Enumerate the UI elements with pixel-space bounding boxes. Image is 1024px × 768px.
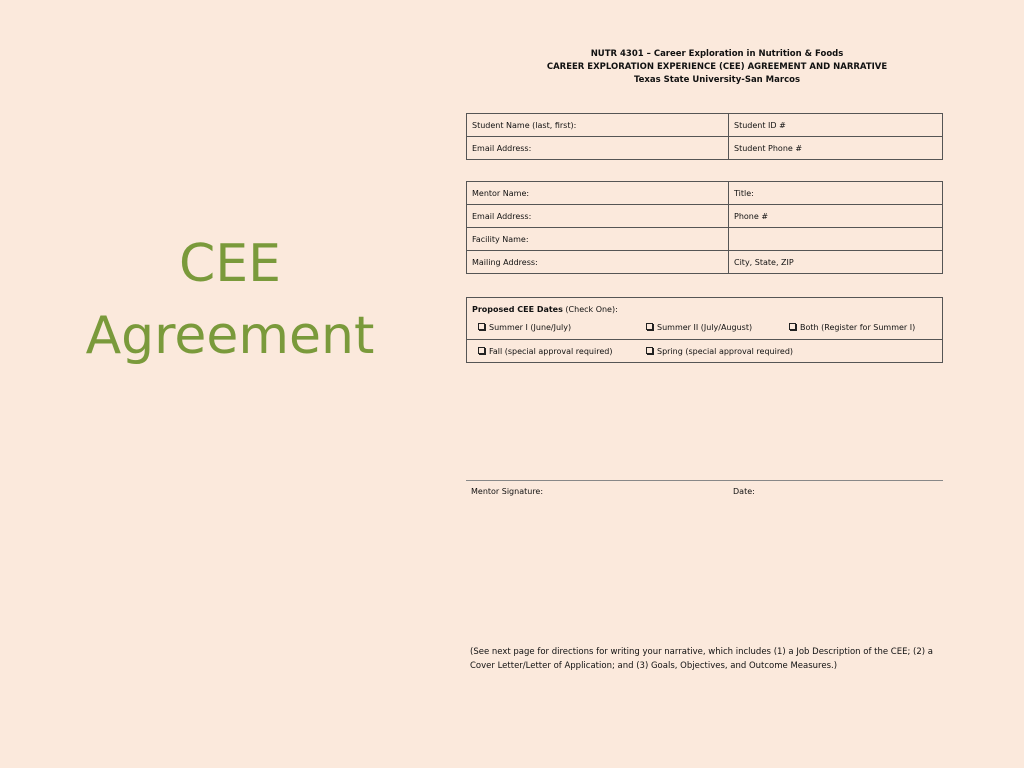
slide-title — [70, 228, 390, 372]
checkbox-icon[interactable] — [789, 323, 796, 330]
option-summer-2[interactable] — [646, 323, 752, 332]
table-row — [467, 228, 943, 251]
mentor-name-field[interactable] — [467, 182, 729, 205]
table-row — [467, 137, 943, 160]
mentor-title-label: Title: — [734, 188, 754, 198]
checkbox-icon[interactable] — [478, 347, 485, 354]
option-summer-2-label: Summer II (July/August) — [657, 323, 753, 332]
option-summer-1-label: Summer I (June/July) — [489, 323, 572, 332]
university-name: Texas State University-San Marcos — [633, 75, 801, 85]
proposed-dates-title: Proposed CEE Dates — [472, 305, 563, 314]
mentor-phone-field[interactable] — [729, 205, 943, 228]
narrative-directions-note: (See next page for directions for writing your narrative, which includes (1) a Job Description of the CEE; (2) a Cover Letter/Letter of Application; and (3) Goals, Objectives, and Outcome Measures.) — [470, 647, 933, 671]
checkbox-icon[interactable] — [478, 323, 485, 330]
mentor-email-field[interactable] — [467, 205, 729, 228]
proposed-dates-heading — [472, 305, 618, 314]
student-name-label: Student Name (last, first): — [472, 120, 577, 130]
course-title: NUTR 4301 – Career Exploration in Nutrition & Foods — [590, 49, 844, 59]
table-row — [467, 182, 943, 205]
facility-extra-field[interactable] — [729, 228, 943, 251]
table-row — [467, 114, 943, 137]
checkbox-icon[interactable] — [646, 347, 653, 354]
student-info-table — [466, 113, 943, 160]
option-spring-label: Spring (special approval required) — [657, 347, 794, 356]
date-label[interactable]: Date: — [733, 487, 755, 496]
checkbox-icon[interactable] — [646, 323, 653, 330]
option-spring[interactable] — [646, 347, 793, 356]
form-title: CAREER EXPLORATION EXPERIENCE (CEE) AGREEMENT AND NARRATIVE — [546, 62, 888, 72]
proposed-dates-box — [466, 297, 943, 363]
student-email-field[interactable] — [467, 137, 729, 160]
mailing-address-field[interactable] — [467, 251, 729, 274]
city-state-zip-label: City, State, ZIP — [734, 257, 794, 267]
student-id-label: Student ID # — [734, 120, 786, 130]
mentor-title-field[interactable] — [729, 182, 943, 205]
city-state-zip-field[interactable] — [729, 251, 943, 274]
option-summer-1[interactable] — [478, 323, 571, 332]
mentor-signature-label[interactable]: Mentor Signature: — [471, 487, 544, 496]
option-both-label: Both (Register for Summer I) — [800, 323, 916, 332]
mentor-phone-label: Phone # — [734, 211, 769, 221]
table-row — [467, 205, 943, 228]
facility-name-label: Facility Name: — [472, 234, 529, 244]
slide-title-line2: Agreement — [85, 306, 375, 366]
slide-title-line1: CEE — [178, 234, 282, 294]
option-both[interactable] — [789, 323, 915, 332]
proposed-dates-instruction: (Check One): — [562, 305, 618, 314]
mailing-address-label: Mailing Address: — [472, 257, 538, 267]
student-id-field[interactable] — [729, 114, 943, 137]
facility-name-field[interactable] — [467, 228, 729, 251]
student-email-label: Email Address: — [472, 143, 532, 153]
mentor-email-label: Email Address: — [472, 211, 532, 221]
table-row — [467, 251, 943, 274]
signature-line — [466, 480, 943, 481]
student-name-field[interactable] — [467, 114, 729, 137]
student-phone-label: Student Phone # — [734, 143, 803, 153]
option-fall[interactable] — [478, 347, 612, 356]
mentor-info-table — [466, 181, 943, 274]
document-header — [466, 48, 968, 87]
mentor-name-label: Mentor Name: — [472, 188, 530, 198]
row-divider — [467, 339, 942, 340]
student-phone-field[interactable] — [729, 137, 943, 160]
option-fall-label: Fall (special approval required) — [489, 347, 613, 356]
